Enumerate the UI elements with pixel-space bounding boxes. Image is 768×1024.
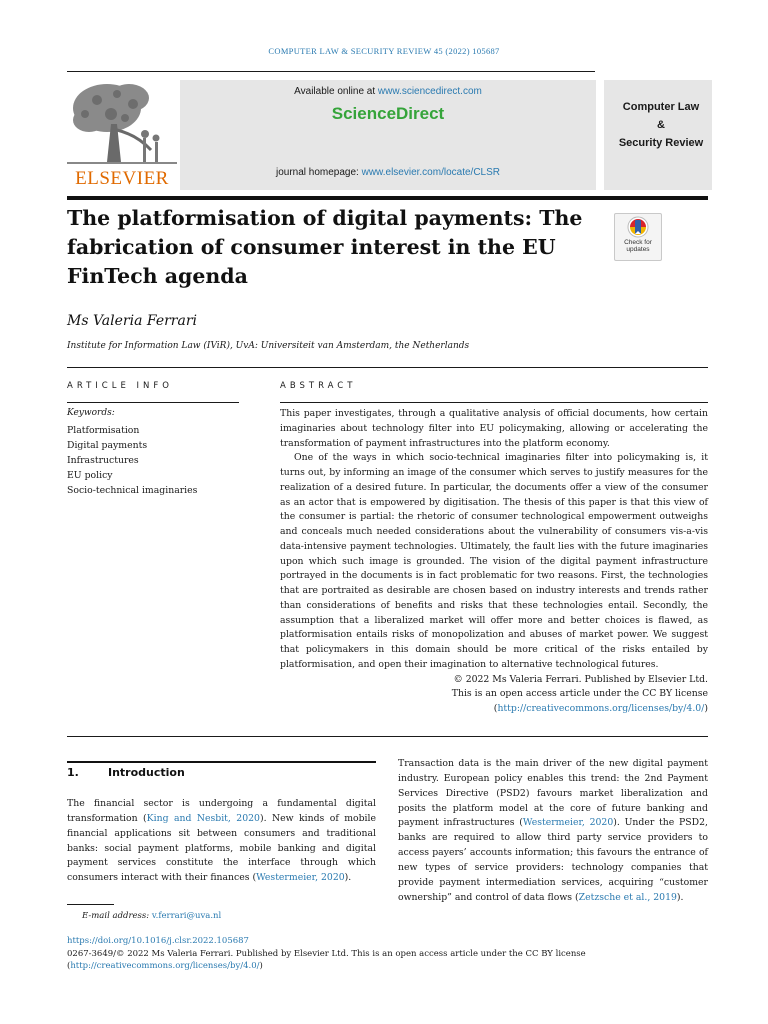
crossmark-label-line1: Check for — [624, 239, 652, 246]
abstract-license-link-line: (http://creativecommons.org/licenses/by/4.0/) — [493, 703, 708, 714]
footer-license-line: (http://creativecommons.org/licenses/by/4.0/) — [67, 961, 263, 971]
footer-license-link[interactable]: http://creativecommons.org/licenses/by/4.0/ — [70, 961, 260, 971]
intro-paragraph-1 — [67, 797, 376, 886]
journal-homepage-line — [180, 167, 596, 178]
keywords-label: Keywords: — [67, 408, 115, 418]
article-info-rule — [67, 402, 239, 403]
author-name: Ms Valeria Ferrari — [67, 313, 198, 329]
elsevier-wordmark: ELSEVIER — [75, 168, 169, 189]
text-run: Transaction data is the main driver of the new digital payment industry. European policy enables this trend: the 2nd Payment Services Directive (PSD2) favours market liberalization and posits the platform model at the core of future banking and payment infrastructures ( — [398, 758, 708, 829]
footnote-rule — [67, 904, 114, 905]
doi-link[interactable]: https://doi.org/10.1016/j.clsr.2022.105687 — [67, 936, 249, 946]
abstract-copyright: © 2022 Ms Valeria Ferrari. Published by Elsevier Ltd. — [453, 673, 708, 685]
journal-name-line3: Security Review — [618, 137, 704, 149]
crossmark-icon — [615, 214, 661, 242]
abstract-bottom-rule — [67, 736, 708, 737]
abstract-rule — [280, 402, 708, 403]
journal-name — [604, 98, 718, 152]
section-divider — [67, 367, 708, 368]
abstract-paragraph-2: One of the ways in which socio-technical imaginaries filter into policymaking is, it turns out, by informing an image of the consumer which serves to justify measures for the realization of a desired future. In particular, the documents offer a view of the consumer as an actor that is empowered by digitisation. The thesis of this paper is that this view of the consumer is partial: the rhetoric of consumer technological empowerment outweighs and conceals much needed considerations about the vulnerability of consumers vis-a-vis data-intensive payment technologies. Ultimately, the fault lies with the future imaginaries upon which such image is grounded. The vision of the digital payment infrastructure portrayed in the documents is in fact problematic for two reasons. First, the technologies that are portraited as desirable are chosen based on industry interests and trends rather than considerations of benefits and risks that these technologies entail. Secondly, the assumption that a liberalized market will offer more and better choices is flawed, as platformisation entails risks of monopolization and abuses of market power. We suggest that policymakers in this domain should be more critical of the risks entailed by platformisation, and open their imagination to alternative technological futures. — [280, 452, 708, 670]
intro-rule — [67, 761, 376, 763]
keyword-item: Digital payments — [67, 440, 148, 451]
keyword-item: EU policy — [67, 470, 113, 481]
text-run: ). Under the PSD2, banks are required to allow third party service providers to access payers’ accounts information; this favours the entrance of new types of service providers: technology companies that provide payment intermediation services, acquiring “customer ownership” and control of data flows ( — [398, 817, 708, 903]
cc-license-link[interactable]: http://creativecommons.org/licenses/by/4.0/ — [497, 703, 705, 714]
keywords-list — [67, 423, 197, 498]
email-label: E-mail address: — [82, 911, 152, 921]
homepage-prefix: journal homepage: — [275, 167, 362, 178]
available-prefix: Available online at — [294, 86, 378, 97]
text-run: ). — [344, 872, 352, 884]
page-footer — [67, 935, 708, 973]
citation-link[interactable]: Zetzsche et al., 2019 — [578, 891, 677, 903]
text-run: The financial sector is undergoing a fundamental digital transformation ( — [67, 798, 376, 824]
journal-homepage-link[interactable]: www.elsevier.com/locate/CLSR — [361, 167, 500, 178]
journal-name-line1: Computer Law — [622, 101, 700, 113]
citation-link[interactable]: Westermeier, 2020 — [522, 817, 614, 829]
email-link[interactable]: v.ferrari@uva.nl — [151, 911, 222, 921]
intro-paragraph-2 — [398, 757, 708, 905]
available-online-line — [180, 86, 596, 97]
keyword-item: Socio-technical imaginaries — [67, 485, 198, 496]
section-title: Introduction — [108, 766, 185, 779]
intro-right-column — [398, 757, 708, 905]
top-rule — [67, 71, 595, 72]
crossmark-label-line2: updates — [626, 246, 650, 253]
citation-link[interactable]: Westermeier, 2020 — [256, 872, 345, 884]
running-head: COMPUTER LAW & SECURITY REVIEW 45 (2022) 105687 — [268, 46, 500, 56]
abstract-heading: ABSTRACT — [280, 381, 357, 391]
abstract-paragraph-1: This paper investigates, through a qualitative analysis of official documents, how certain imaginaries about technology filter into EU policymaking, allowing or accelerating the transformation of payment infrastructures into the platform economy. — [280, 408, 708, 449]
keyword-item: Infrastructures — [67, 455, 139, 466]
citation-link[interactable]: King and Nesbit, 2020 — [146, 812, 260, 824]
section-heading-introduction — [67, 766, 185, 779]
text-run: ). — [676, 891, 684, 903]
abstract-body — [280, 407, 708, 717]
article-info-heading: ARTICLE INFO — [67, 381, 173, 391]
header-thick-rule — [67, 196, 708, 200]
footnote-email — [82, 911, 221, 921]
journal-name-line2: & — [657, 119, 665, 131]
article-title: The platformisation of digital payments: The fabrication of consumer interest in the EU FinTech agenda — [67, 206, 583, 288]
footer-copyright: 0267-3649/© 2022 Ms Valeria Ferrari. Published by Elsevier Ltd. This is an open access article under the CC BY license — [67, 948, 586, 959]
author-affiliation: Institute for Information Law (IViR), UvA: Universiteit van Amsterdam, the Netherlands — [67, 341, 470, 351]
sciencedirect-logo: ScienceDirect — [331, 104, 445, 123]
sciencedirect-link[interactable]: www.sciencedirect.com — [377, 86, 482, 97]
intro-left-column — [67, 797, 376, 886]
section-number: 1. — [67, 766, 79, 779]
keyword-item: Platformisation — [67, 425, 140, 436]
crossmark-label — [614, 239, 662, 253]
abstract-license: This is an open access article under the CC BY license — [451, 688, 708, 700]
check-for-updates-button[interactable] — [614, 213, 662, 261]
text-run: ). New kinds of mobile financial applications sit between consumers and traditional banks: social payment platforms, mobile banking and digital payment services constitute the interface through which consumers interact with their finances ( — [67, 812, 377, 884]
